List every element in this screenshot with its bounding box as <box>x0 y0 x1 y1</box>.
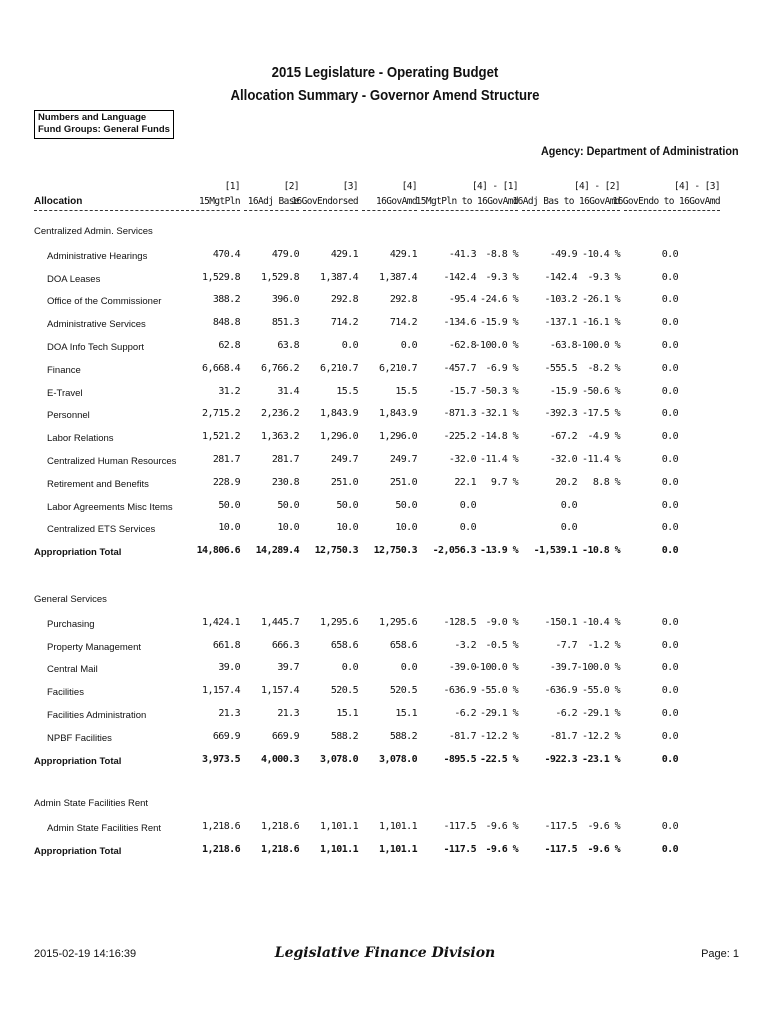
column-header-label: 15MgtPln to 16GovAmd <box>415 196 518 207</box>
table-cell: 1,295.6 <box>320 616 358 628</box>
table-cell: 396.0 <box>271 294 299 306</box>
table-cell: 63.8 <box>277 340 299 351</box>
table-cell: 0.0 <box>661 454 678 465</box>
section-heading: Centralized Admin. Services <box>34 226 153 237</box>
table-cell: 15.1 <box>336 708 358 719</box>
table-cell: 3,973.5 <box>202 753 240 765</box>
table-cell: 0.0 <box>661 294 678 306</box>
table-cell: 1,218.6 <box>261 820 299 832</box>
table-cell: 0.0 <box>341 662 358 674</box>
table-cell: 1,521.2 <box>202 431 240 443</box>
table-cell: 669.9 <box>271 730 299 742</box>
table-cell: -11.4 % <box>480 454 518 465</box>
table-cell: 251.0 <box>389 476 417 488</box>
table-cell: 15.5 <box>395 385 417 397</box>
table-cell: 281.7 <box>212 454 240 465</box>
table-cell: 388.2 <box>212 294 240 306</box>
header-underline <box>362 210 417 211</box>
table-cell: -2,056.3 <box>432 545 476 557</box>
table-cell: 0.0 <box>661 753 678 765</box>
table-cell: 1,843.9 <box>320 408 358 420</box>
appropriation-total-label: Appropriation Total <box>34 755 122 767</box>
table-cell: -150.1 <box>544 616 577 628</box>
table-cell: -117.5 <box>443 820 476 832</box>
table-row-label: Centralized ETS Services <box>47 524 156 536</box>
table-cell: 4,000.3 <box>261 753 299 765</box>
table-cell: -14.8 % <box>480 431 518 443</box>
table-row-label: Finance <box>47 364 81 376</box>
table-cell: 666.3 <box>271 639 299 651</box>
table-cell: -32.0 <box>549 454 577 465</box>
table-cell: -29.1 % <box>480 708 518 719</box>
table-cell: 292.8 <box>330 294 358 306</box>
table-cell: 251.0 <box>330 476 358 488</box>
table-cell: 230.8 <box>271 476 299 488</box>
table-cell: 281.7 <box>271 454 299 465</box>
table-cell: 3,078.0 <box>379 753 417 765</box>
table-cell: -26.1 % <box>582 294 620 306</box>
table-cell: 50.0 <box>395 499 417 511</box>
section-heading: General Services <box>34 594 107 605</box>
table-cell: 50.0 <box>277 499 299 511</box>
table-cell: -39.0 <box>448 662 476 674</box>
table-cell: 0.0 <box>661 340 678 351</box>
table-cell: 1,101.1 <box>320 820 358 832</box>
table-cell: -9.6 % <box>587 820 620 832</box>
table-row-label: Personnel <box>47 410 90 422</box>
table-cell: -50.6 % <box>582 385 620 397</box>
table-cell: 669.9 <box>212 730 240 742</box>
table-cell: -9.6 % <box>587 843 620 855</box>
table-cell: 14,289.4 <box>255 545 299 557</box>
table-row-label: Admin State Facilities Rent <box>47 822 162 834</box>
table-cell: 292.8 <box>389 294 417 306</box>
table-cell: 851.3 <box>271 317 299 329</box>
table-cell: -3.2 <box>454 639 476 651</box>
table-cell: 0.0 <box>661 820 678 832</box>
table-cell: 3,078.0 <box>320 753 358 765</box>
table-cell: -10.4 % <box>582 616 620 628</box>
table-cell: -95.4 <box>448 294 476 306</box>
table-cell: 429.1 <box>389 248 417 260</box>
column-header-num: [4] - [1] <box>471 181 518 192</box>
table-cell: -17.5 % <box>582 408 620 420</box>
table-cell: 1,296.0 <box>379 431 417 443</box>
table-cell: -10.4 % <box>582 248 620 260</box>
table-cell: 0.0 <box>661 708 678 719</box>
table-cell: 1,529.8 <box>202 271 240 283</box>
header-underline <box>186 210 240 211</box>
table-cell: -555.5 <box>544 362 577 374</box>
table-cell: -137.1 <box>544 317 577 329</box>
table-cell: 479.0 <box>271 248 299 260</box>
allocation-header: Allocation <box>34 196 83 207</box>
table-cell: -100.0 % <box>474 340 518 351</box>
table-cell: 39.0 <box>218 662 240 674</box>
column-header-num: [4] - [2] <box>573 181 620 192</box>
table-row-label: Labor Agreements Misc Items <box>47 501 173 513</box>
table-cell: 1,218.6 <box>202 843 240 855</box>
table-cell: -49.9 <box>549 248 577 260</box>
table-cell: -100.0 % <box>576 340 620 351</box>
table-cell: 20.2 <box>555 476 577 488</box>
table-row-label: Labor Relations <box>47 433 114 445</box>
table-cell: -9.6 % <box>485 843 518 855</box>
header-underline <box>522 210 620 211</box>
table-cell: 0.0 <box>661 362 678 374</box>
table-cell: -117.5 <box>443 843 476 855</box>
table-cell: 9.7 % <box>490 476 518 488</box>
numbers-language-label: Numbers and Language <box>38 112 147 123</box>
table-cell: 1,101.1 <box>379 820 417 832</box>
footer-division: Legislative Finance Division <box>274 945 496 961</box>
table-cell: -9.0 % <box>485 616 518 628</box>
table-cell: 2,236.2 <box>261 408 299 420</box>
table-cell: -62.8 <box>448 340 476 351</box>
column-header-num: [3] <box>342 181 358 192</box>
table-cell: 6,210.7 <box>379 362 417 374</box>
table-cell: -9.3 % <box>587 271 620 283</box>
table-cell: -39.7 <box>549 662 577 674</box>
table-cell: 588.2 <box>389 730 417 742</box>
table-cell: 714.2 <box>389 317 417 329</box>
table-row-label: Centralized Human Resources <box>47 456 177 467</box>
table-cell: 39.7 <box>277 662 299 674</box>
table-cell: 0.0 <box>661 271 678 283</box>
table-cell: 714.2 <box>330 317 358 329</box>
table-cell: -55.0 % <box>582 685 620 697</box>
table-cell: 228.9 <box>212 476 240 488</box>
table-cell: -50.3 % <box>480 385 518 397</box>
table-cell: 249.7 <box>330 454 358 465</box>
table-cell: -81.7 <box>448 730 476 742</box>
table-row-label: E-Travel <box>47 387 83 399</box>
table-cell: 21.3 <box>277 708 299 719</box>
table-cell: 0.0 <box>341 340 358 351</box>
table-cell: -117.5 <box>544 820 577 832</box>
table-cell: 1,424.1 <box>202 616 240 628</box>
table-cell: 8.8 % <box>592 476 620 488</box>
table-cell: -636.9 <box>544 685 577 697</box>
table-cell: 10.0 <box>277 522 299 534</box>
appropriation-total-label: Appropriation Total <box>34 845 122 857</box>
appropriation-total-label: Appropriation Total <box>34 547 122 559</box>
column-header-num: [2] <box>283 181 299 192</box>
table-row-label: Administrative Services <box>47 319 146 331</box>
table-cell: -24.6 % <box>480 294 518 306</box>
table-cell: 1,101.1 <box>379 843 417 855</box>
table-cell: 50.0 <box>336 499 358 511</box>
table-cell: -100.0 % <box>474 662 518 674</box>
table-cell: 249.7 <box>389 454 417 465</box>
table-cell: -29.1 % <box>582 708 620 719</box>
table-cell: -922.3 <box>544 753 577 765</box>
table-cell: -100.0 % <box>576 662 620 674</box>
table-cell: -457.7 <box>443 362 476 374</box>
table-cell: 1,295.6 <box>379 616 417 628</box>
table-cell: -1,539.1 <box>533 545 577 557</box>
table-cell: -142.4 <box>544 271 577 283</box>
table-cell: -15.9 <box>549 385 577 397</box>
table-cell: -15.7 <box>448 385 476 397</box>
table-cell: 31.2 <box>218 385 240 397</box>
table-cell: -10.8 % <box>582 545 620 557</box>
table-cell: -225.2 <box>443 431 476 443</box>
table-cell: 0.0 <box>661 476 678 488</box>
agency-label: Agency: Department of Administration <box>541 144 739 158</box>
table-cell: 22.1 <box>454 476 476 488</box>
table-cell: -6.9 % <box>485 362 518 374</box>
table-cell: 0.0 <box>459 499 476 511</box>
table-cell: 1,218.6 <box>261 843 299 855</box>
column-header-label: 16GovEndo to 16GovAmd <box>612 196 720 207</box>
table-cell: 62.8 <box>218 340 240 351</box>
table-cell: 1,157.4 <box>202 685 240 697</box>
table-cell: 0.0 <box>459 522 476 534</box>
table-cell: -6.2 <box>454 708 476 719</box>
table-cell: 0.0 <box>661 616 678 628</box>
table-cell: 470.4 <box>212 248 240 260</box>
table-cell: 588.2 <box>330 730 358 742</box>
table-cell: -55.0 % <box>480 685 518 697</box>
table-cell: 0.0 <box>661 499 678 511</box>
table-cell: 2,715.2 <box>202 408 240 420</box>
table-cell: -142.4 <box>443 271 476 283</box>
table-cell: 6,210.7 <box>320 362 358 374</box>
table-row-label: Administrative Hearings <box>47 250 148 262</box>
table-cell: -1.2 % <box>587 639 620 651</box>
table-cell: 661.8 <box>212 639 240 651</box>
table-cell: 1,387.4 <box>320 271 358 283</box>
table-cell: -13.9 % <box>480 545 518 557</box>
table-cell: 520.5 <box>389 685 417 697</box>
table-cell: 10.0 <box>395 522 417 534</box>
table-cell: -103.2 <box>544 294 577 306</box>
table-cell: -63.8 <box>549 340 577 351</box>
table-cell: 1,843.9 <box>379 408 417 420</box>
table-cell: 1,363.2 <box>261 431 299 443</box>
table-cell: 0.0 <box>400 662 417 674</box>
table-cell: 1,101.1 <box>320 843 358 855</box>
table-cell: 0.0 <box>661 522 678 534</box>
table-cell: 10.0 <box>336 522 358 534</box>
table-cell: 15.1 <box>395 708 417 719</box>
table-cell: -12.2 % <box>480 730 518 742</box>
column-header-num: [1] <box>224 181 240 192</box>
fund-groups-label: Fund Groups: General Funds <box>38 124 170 135</box>
table-cell: -0.5 % <box>485 639 518 651</box>
table-cell: 1,157.4 <box>261 685 299 697</box>
table-cell: 0.0 <box>661 662 678 674</box>
table-row-label: Facilities <box>47 687 84 699</box>
table-cell: 0.0 <box>560 499 577 511</box>
table-row-label: Retirement and Benefits <box>47 478 149 490</box>
table-cell: -9.6 % <box>485 820 518 832</box>
column-header-label: 16GovAmd <box>376 196 417 207</box>
table-cell: 1,218.6 <box>202 820 240 832</box>
table-cell: -81.7 <box>549 730 577 742</box>
table-cell: 0.0 <box>661 639 678 651</box>
table-cell: -392.3 <box>544 408 577 420</box>
column-header-num: [4] <box>401 181 417 192</box>
table-cell: 1,529.8 <box>261 271 299 283</box>
table-cell: 14,806.6 <box>196 545 240 557</box>
table-row-label: Purchasing <box>47 618 95 630</box>
table-cell: -4.9 % <box>587 431 620 443</box>
table-cell: -8.8 % <box>485 248 518 260</box>
table-cell: 6,668.4 <box>202 362 240 374</box>
table-cell: 0.0 <box>661 843 678 855</box>
table-row-label: DOA Info Tech Support <box>47 342 144 353</box>
table-cell: 658.6 <box>389 639 417 651</box>
table-cell: -41.3 <box>448 248 476 260</box>
table-cell: 0.0 <box>661 431 678 443</box>
table-cell: -636.9 <box>443 685 476 697</box>
report-subtitle: Allocation Summary - Governor Amend Structure <box>230 87 540 104</box>
table-cell: 6,766.2 <box>261 362 299 374</box>
table-cell: -23.1 % <box>582 753 620 765</box>
table-cell: 0.0 <box>661 408 678 420</box>
table-cell: -12.2 % <box>582 730 620 742</box>
fund-group-box <box>34 110 174 139</box>
table-row-label: NPBF Facilities <box>47 732 112 744</box>
header-underline <box>34 210 184 211</box>
table-cell: 12,750.3 <box>314 545 358 557</box>
table-cell: 15.5 <box>336 385 358 397</box>
table-cell: 1,445.7 <box>261 616 299 628</box>
table-cell: -6.2 <box>555 708 577 719</box>
table-cell: 21.3 <box>218 708 240 719</box>
table-cell: 10.0 <box>218 522 240 534</box>
column-header-label: 16GovEndorsed <box>291 196 358 207</box>
section-heading: Admin State Facilities Rent <box>34 798 149 809</box>
table-cell: 50.0 <box>218 499 240 511</box>
table-cell: -128.5 <box>443 616 476 628</box>
table-cell: 0.0 <box>661 385 678 397</box>
column-header-label: 16Adj Base <box>247 196 299 207</box>
table-cell: 31.4 <box>277 385 299 397</box>
table-cell: -871.3 <box>443 408 476 420</box>
table-cell: -9.3 % <box>485 271 518 283</box>
table-cell: 0.0 <box>661 248 678 260</box>
table-cell: 0.0 <box>661 545 678 557</box>
table-cell: 1,387.4 <box>379 271 417 283</box>
footer-page-number: Page: 1 <box>701 948 739 960</box>
table-row-label: Office of the Commissioner <box>47 296 162 308</box>
report-title: 2015 Legislature - Operating Budget <box>271 64 499 81</box>
table-row-label: Facilities Administration <box>47 710 147 721</box>
footer-timestamp: 2015-02-19 14:16:39 <box>34 948 137 960</box>
header-underline <box>624 210 720 211</box>
header-underline <box>303 210 358 211</box>
table-cell: 0.0 <box>400 340 417 351</box>
table-row-label: DOA Leases <box>47 273 101 285</box>
column-header-label: 16Adj Bas to 16GovAmd <box>512 196 620 207</box>
table-cell: -895.5 <box>443 753 476 765</box>
table-row-label: Property Management <box>47 641 141 653</box>
table-cell: 429.1 <box>330 248 358 260</box>
table-cell: 520.5 <box>330 685 358 697</box>
table-cell: -117.5 <box>544 843 577 855</box>
table-cell: 658.6 <box>330 639 358 651</box>
table-cell: -8.2 % <box>587 362 620 374</box>
table-cell: 0.0 <box>661 685 678 697</box>
table-cell: 0.0 <box>661 317 678 329</box>
table-cell: -11.4 % <box>582 454 620 465</box>
table-cell: -15.9 % <box>480 317 518 329</box>
header-underline <box>244 210 299 211</box>
table-row-label: Central Mail <box>47 664 98 676</box>
table-cell: -32.1 % <box>480 408 518 420</box>
column-header-num: [4] - [3] <box>673 181 720 192</box>
table-cell: -134.6 <box>443 317 476 329</box>
table-cell: 848.8 <box>212 317 240 329</box>
table-cell: -32.0 <box>448 454 476 465</box>
header-underline <box>421 210 518 211</box>
table-cell: -7.7 <box>555 639 577 651</box>
column-header-label: 15MgtPln <box>199 196 240 207</box>
table-cell: 0.0 <box>661 730 678 742</box>
table-cell: -16.1 % <box>582 317 620 329</box>
table-cell: -67.2 <box>549 431 577 443</box>
table-cell: -22.5 % <box>480 753 518 765</box>
table-cell: 1,296.0 <box>320 431 358 443</box>
table-cell: 12,750.3 <box>373 545 417 557</box>
table-cell: 0.0 <box>560 522 577 534</box>
